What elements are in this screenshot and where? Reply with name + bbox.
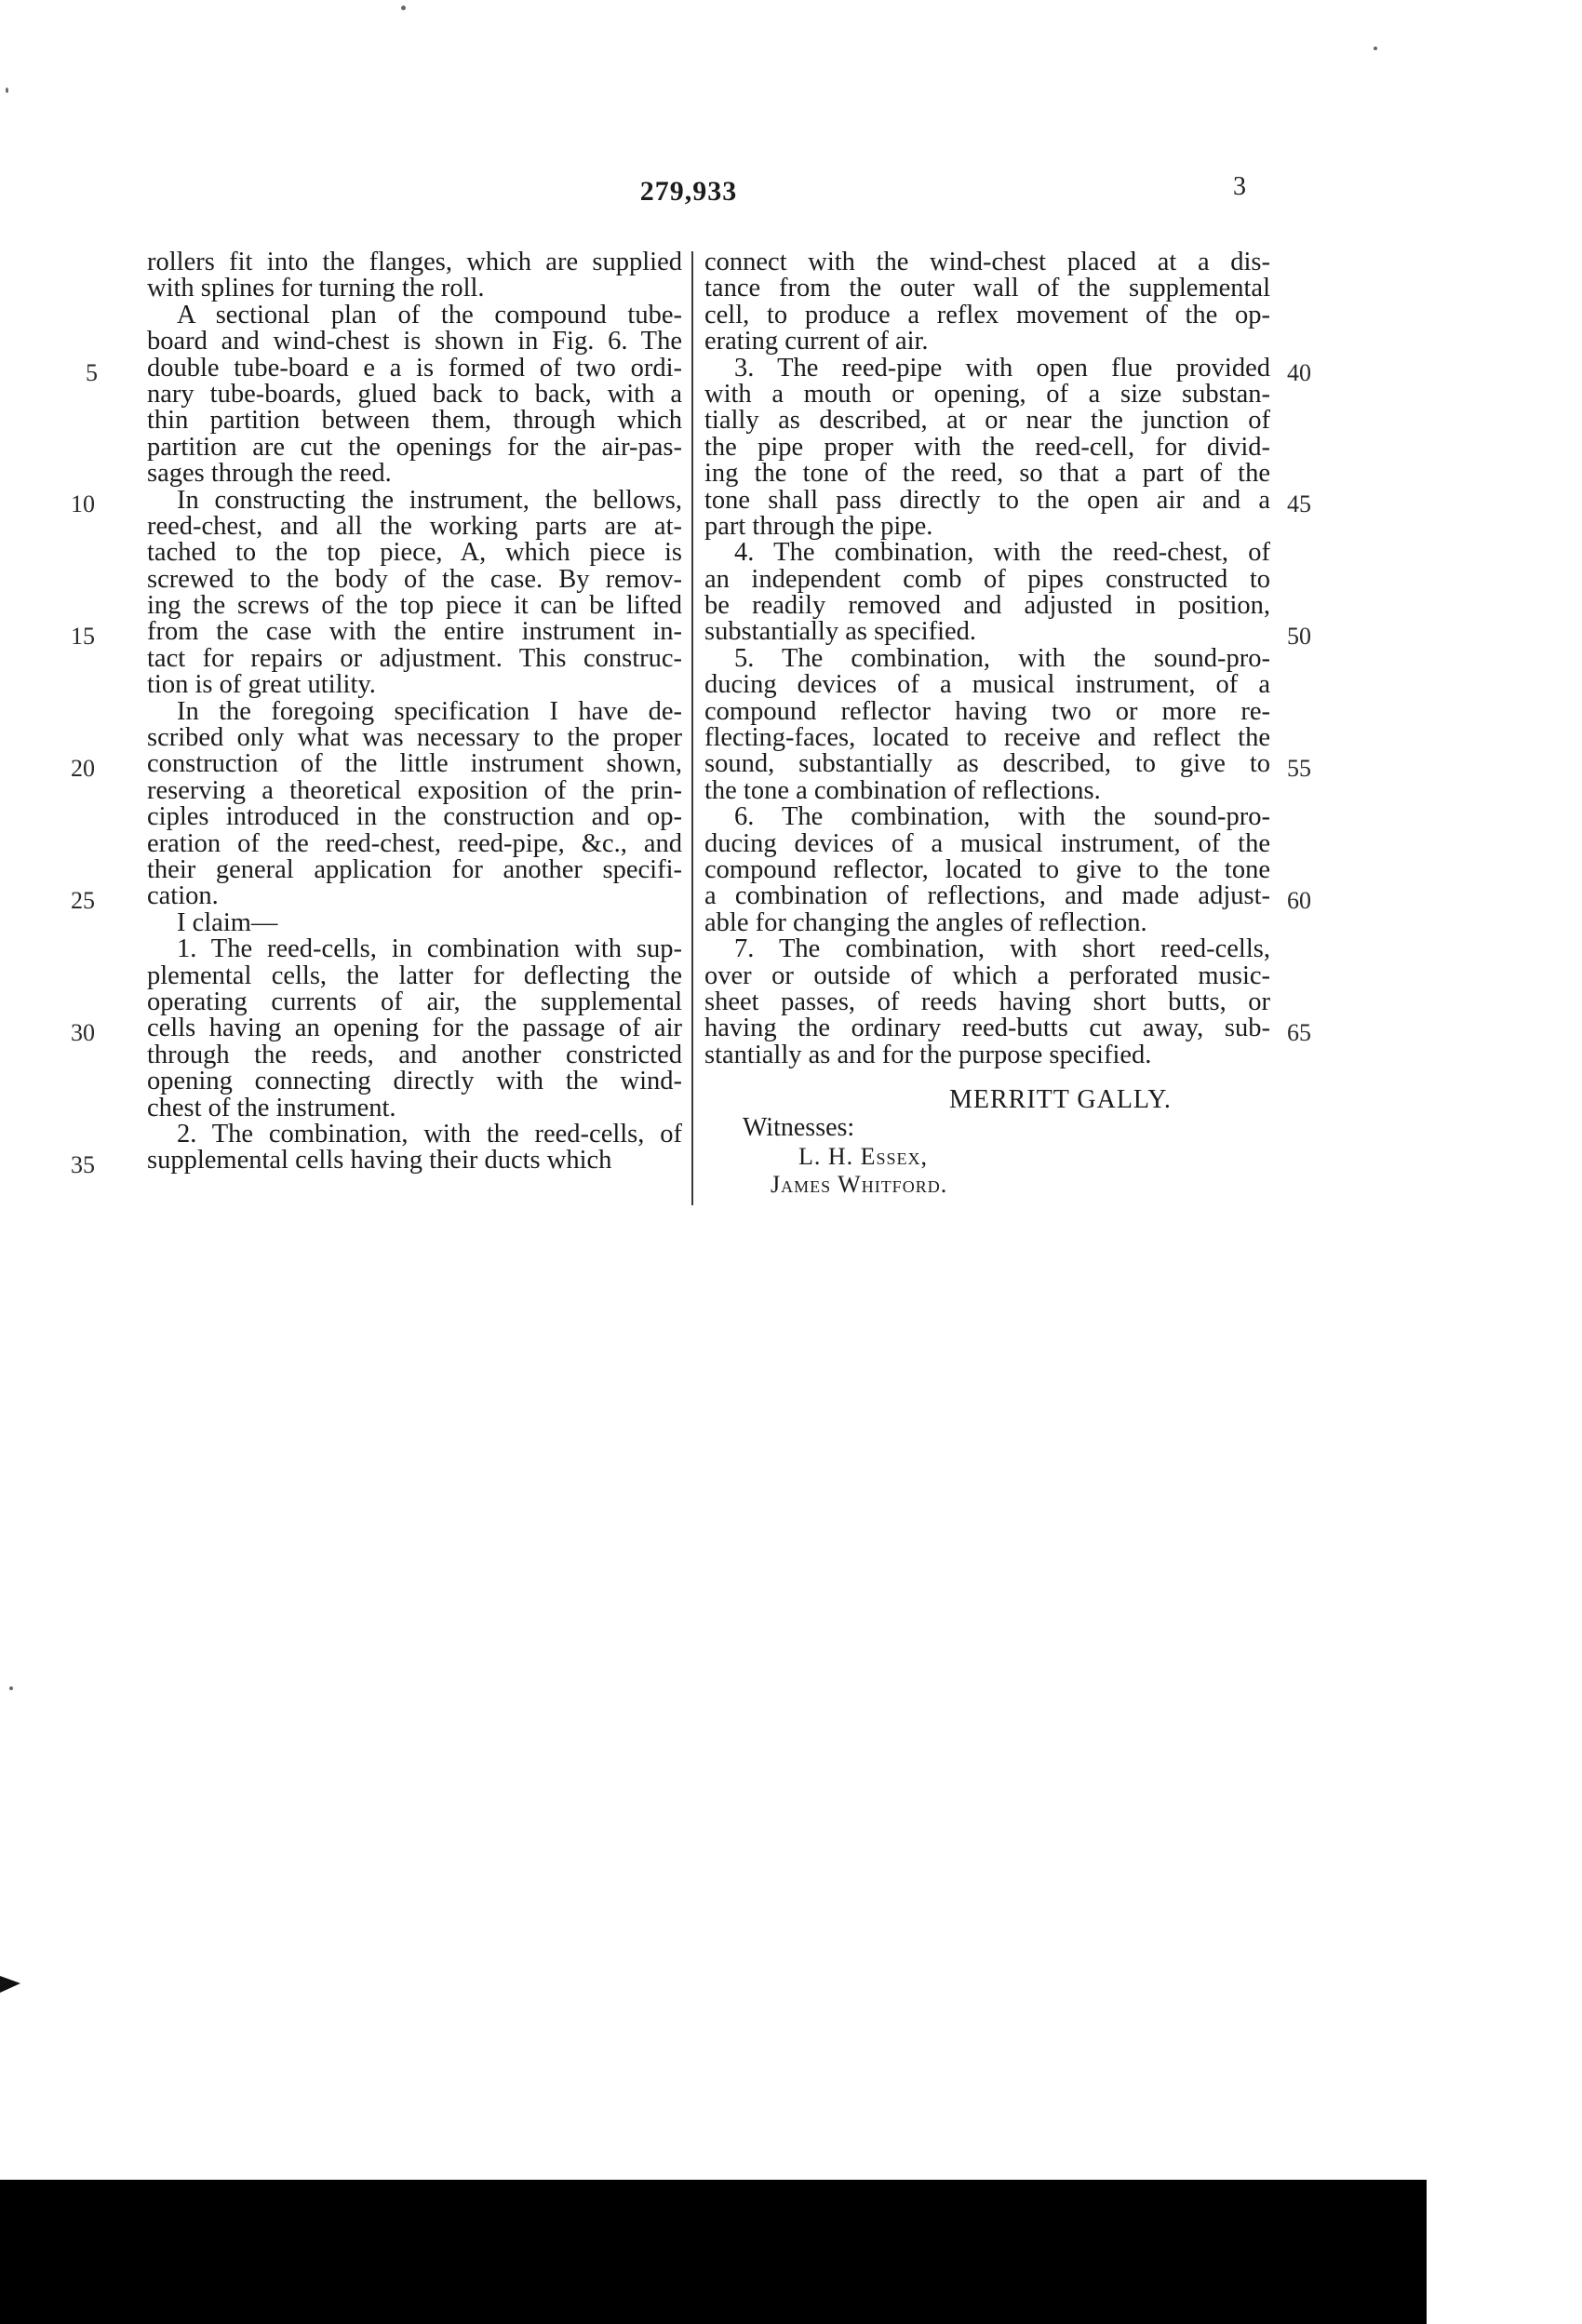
text-line: screwed to the body of the case. By remov- — [147, 564, 682, 594]
text-line: flecting-faces, located to receive and reflect the — [704, 723, 1270, 753]
line-number: 45 — [1287, 490, 1311, 517]
text-line: double tube-board e a is formed of two ordi- — [147, 353, 682, 383]
witness-name: James Whitford. — [771, 1171, 948, 1198]
text-line: tance from the outer wall of the supplemental — [704, 274, 1270, 303]
text-line: over or outside of which a perforated music- — [704, 960, 1270, 990]
text-line: 1. The reed-cells, in combination with sup- — [177, 934, 682, 964]
text-line: stantially as and for the purpose specified. — [704, 1040, 1152, 1069]
text-line: ducing devices of a musical instrument, of the — [704, 828, 1270, 858]
scan-arrow-mark — [0, 1976, 28, 1995]
text-line: substantially as specified. — [704, 617, 977, 647]
line-number: 15 — [71, 623, 95, 650]
text-line: plemental cells, the latter for deflecting the — [147, 960, 682, 990]
text-line: In the foregoing specification I have de- — [177, 696, 682, 726]
text-line: construction of the little instrument shown, — [147, 749, 682, 779]
text-line: with splines for turning the roll. — [147, 274, 485, 303]
text-line: In constructing the instrument, the bellows, — [177, 485, 682, 515]
text-line: 4. The combination, with the reed-chest, of — [734, 538, 1270, 568]
text-line: the pipe proper with the reed-cell, for divid- — [704, 432, 1270, 462]
text-line: cell, to produce a reflex movement of the op- — [704, 300, 1270, 329]
line-number: 25 — [71, 887, 95, 914]
text-line: board and wind-chest is shown in Fig. 6. The — [147, 327, 682, 356]
text-line: sages through the reed. — [147, 459, 392, 489]
text-line: a combination of reflections, and made adjust- — [704, 881, 1270, 911]
left-text-column — [147, 249, 682, 1175]
scan-speck — [6, 87, 8, 93]
text-line: ducing devices of a musical instrument, of a — [704, 670, 1270, 700]
text-line: connect with the wind-chest placed at a dis- — [704, 248, 1270, 276]
text-line: ing the tone of the reed, so that a part of the — [704, 459, 1270, 489]
text-line: part through the pipe. — [704, 511, 933, 541]
text-line: 3. The reed-pipe with open flue provided — [734, 353, 1270, 383]
text-line: reed-chest, and all the working parts are at- — [147, 511, 682, 541]
text-line: supplemental cells having their ducts which — [147, 1146, 612, 1175]
text-line: through the reeds, and another constricted — [147, 1040, 682, 1069]
right-text-column — [704, 249, 1270, 1068]
text-line: chest of the instrument. — [147, 1093, 396, 1122]
text-line: tact for repairs or adjustment. This construc- — [147, 643, 682, 673]
text-line: compound reflector having two or more re- — [704, 696, 1270, 726]
text-line: tially as described, at or near the junction of — [704, 406, 1270, 436]
text-line: reserving a theoretical exposition of the prin- — [147, 775, 682, 805]
scan-speck — [1374, 47, 1377, 50]
line-number: 10 — [71, 490, 95, 517]
text-line: A sectional plan of the compound tube- — [177, 300, 682, 329]
text-line: compound reflector, located to give to the tone — [704, 854, 1270, 884]
scan-border — [0, 2180, 1427, 2324]
text-line: erating current of air. — [704, 327, 929, 356]
text-line: cation. — [147, 881, 219, 911]
line-number: 40 — [1287, 359, 1311, 386]
line-number: 60 — [1287, 887, 1311, 914]
text-line: I claim— — [177, 907, 278, 937]
scan-speck — [401, 6, 406, 10]
text-line: partition are cut the openings for the air-pas- — [147, 432, 682, 462]
line-number: 35 — [71, 1151, 95, 1178]
text-line: 6. The combination, with the sound-pro- — [734, 802, 1270, 832]
line-number: 55 — [1287, 755, 1311, 782]
text-line: their general application for another specifi- — [147, 854, 682, 884]
inventor-signature: MERRITT GALLY. — [949, 1085, 1172, 1114]
text-line: from the case with the entire instrument in- — [147, 617, 682, 647]
text-line: ing the screws of the top piece it can be lifted — [147, 591, 682, 621]
text-line: tone shall pass directly to the open air and a — [704, 485, 1270, 515]
text-line: sound, substantially as described, to give to — [704, 749, 1270, 779]
line-number: 5 — [86, 359, 98, 386]
witnesses-label: Witnesses: — [743, 1113, 855, 1142]
text-line: be readily removed and adjusted in position, — [704, 591, 1270, 621]
text-line: able for changing the angles of reflection. — [704, 907, 1147, 937]
text-line: with a mouth or opening, of a size substan- — [704, 379, 1270, 409]
text-line: operating currents of air, the supplemental — [147, 987, 682, 1016]
text-line: thin partition between them, through which — [147, 406, 682, 436]
text-line: the tone a combination of reflections. — [704, 775, 1101, 805]
text-line: tached to the top piece, A, which piece is — [147, 538, 682, 568]
scan-speck — [9, 1686, 13, 1690]
text-line: scribed only what was necessary to the proper — [147, 723, 682, 753]
text-line: sheet passes, of reeds having short butts, or — [704, 987, 1270, 1016]
page-number: 3 — [1233, 172, 1246, 201]
line-number: 20 — [71, 755, 95, 782]
text-line: 7. The combination, with short reed-cells, — [734, 934, 1270, 964]
column-divider — [691, 251, 693, 1205]
witness-name: L. H. Essex, — [798, 1143, 929, 1170]
text-line: cells having an opening for the passage of air — [147, 1014, 682, 1043]
text-line: nary tube-boards, glued back to back, with a — [147, 379, 682, 409]
line-number: 30 — [71, 1019, 95, 1046]
patent-number: 279,933 — [639, 176, 738, 207]
text-line: eration of the reed-chest, reed-pipe, &c., and — [147, 828, 682, 858]
text-line: 2. The combination, with the reed-cells, of — [177, 1119, 682, 1149]
text-line: rollers fit into the flanges, which are supplied — [147, 248, 682, 276]
text-line: 5. The combination, with the sound-pro- — [734, 643, 1270, 673]
text-line: tion is of great utility. — [147, 670, 376, 700]
text-line: opening connecting directly with the wind- — [147, 1067, 682, 1096]
line-number: 65 — [1287, 1019, 1311, 1046]
line-number: 50 — [1287, 623, 1311, 650]
text-line: an independent comb of pipes constructed to — [704, 564, 1270, 594]
text-line: having the ordinary reed-butts cut away, sub- — [704, 1014, 1270, 1043]
text-line: ciples introduced in the construction and op- — [147, 802, 682, 832]
